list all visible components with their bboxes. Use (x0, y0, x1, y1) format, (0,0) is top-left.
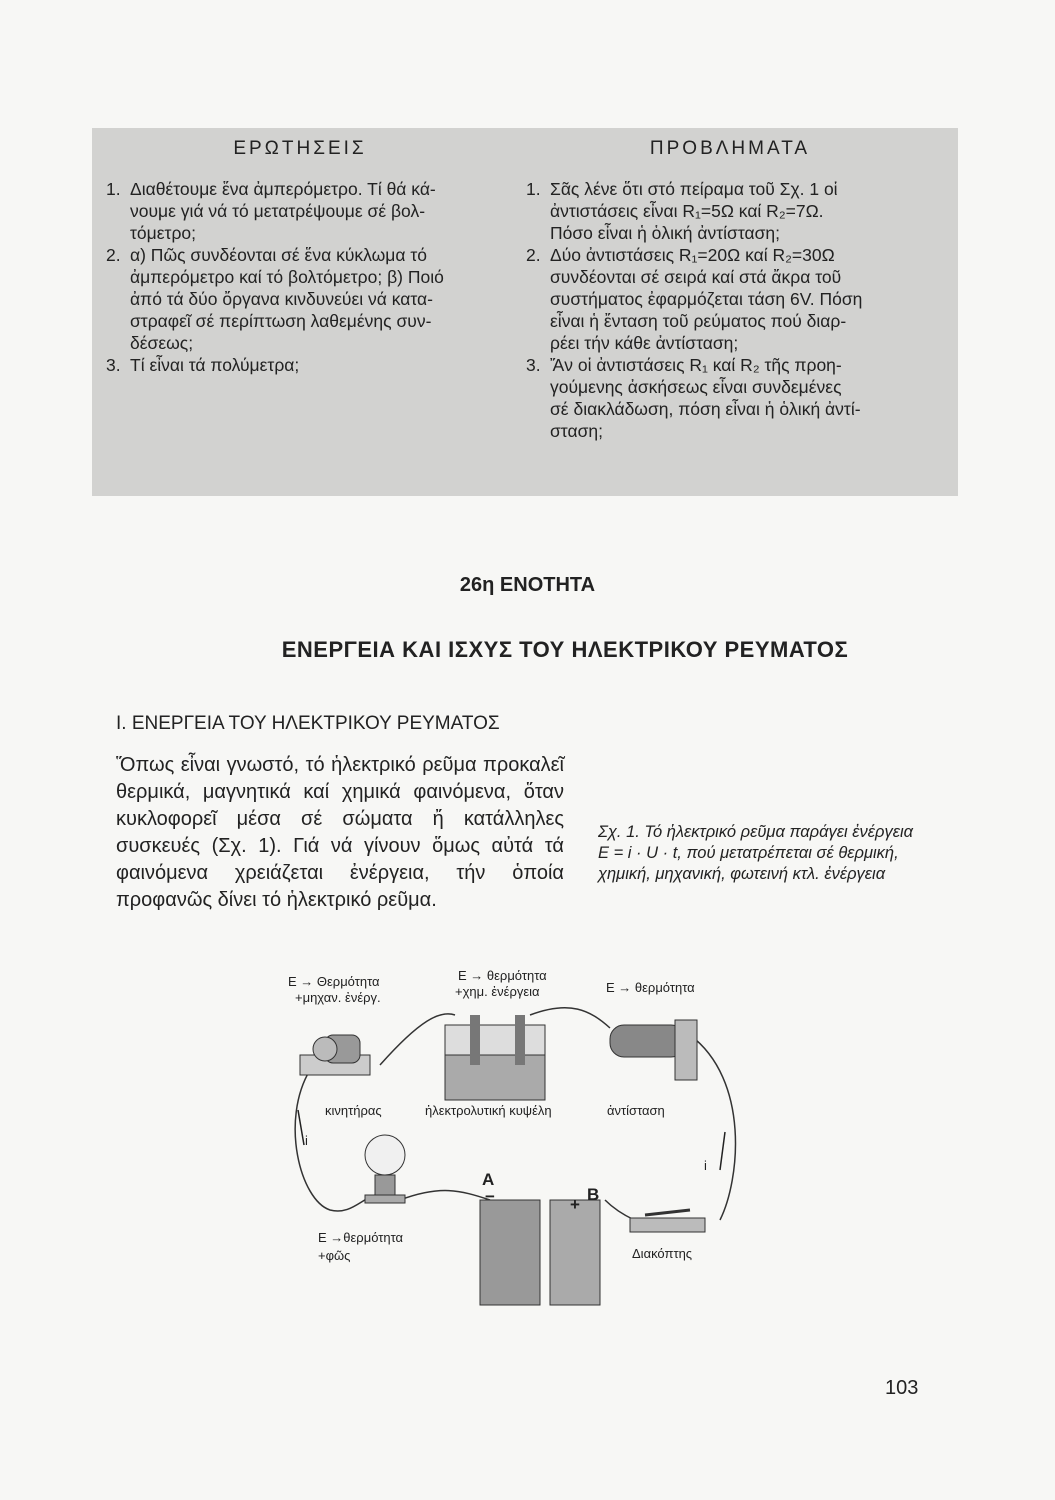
problem-line: γούμενης ἀσκήσεως εἶναι συνδεμένες (550, 377, 842, 397)
problem-line: Σᾶς λένε ὅτι στό πείραμα τοῦ Σχ. 1 οἱ (550, 179, 838, 199)
question-item (100, 244, 500, 354)
problem-line: ἀντιστάσεις εἶναι R₁=5Ω καί R₂=7Ω. (550, 201, 824, 221)
resistor-coil (610, 1020, 697, 1080)
question-item (100, 178, 500, 244)
cell-label: ἠλεκτρολυτική κυψέλη (425, 1103, 552, 1118)
problem-line: σταση; (550, 421, 603, 441)
questions-list (100, 178, 500, 376)
problem-item (520, 354, 940, 442)
question-line: νουμε γιά νά τό μετατρέψουμε σέ βολ- (130, 201, 426, 221)
problem-line: σέ διακλάδωση, πόση εἶναι ἡ ὁλική ἀντί- (550, 399, 861, 419)
switch (630, 1210, 705, 1232)
section-title: I. ΕΝΕΡΓΕΙΑ ΤΟΥ ΗΛΕΚΤΡΙΚΟΥ ΡΕΥΜΑΤΟΣ (116, 713, 500, 734)
point-a-minus: − (485, 1187, 495, 1206)
question-line: τόμετρο; (130, 223, 196, 243)
problem-number: 3. (526, 355, 541, 375)
page-number: 103 (885, 1377, 919, 1399)
point-b-label: B (587, 1185, 600, 1204)
question-line: Τί εἶναι τά πολύμετρα; (130, 355, 300, 375)
cell-energy-label: +χημ. ἐνέργεια (455, 984, 540, 999)
lamp-energy-label: Ε →θερμότητα (318, 1230, 404, 1245)
problem-item (520, 178, 940, 244)
chapter-title: ΕΝΕΡΓΕΙΑ ΚΑΙ ΙΣΧΥΣ ΤΟΥ ΗΛΕΚΤΡΙΚΟΥ ΡΕΥΜΑΤΟΣ (281, 637, 849, 662)
problem-item (520, 244, 940, 354)
motor (300, 1035, 370, 1075)
question-item (100, 354, 500, 376)
questions-title: ΕΡΩΤΗΣΕΙΣ (233, 138, 367, 159)
motor-energy-label: Ε → Θερμότητα (288, 974, 380, 989)
problem-line: ρέει τήν κάθε ἀντίσταση; (550, 333, 739, 353)
circuit-wire (400, 1191, 490, 1200)
current-arrow-right (720, 1132, 725, 1170)
unit-title: 26η ΕΝΟΤΗΤΑ (459, 574, 596, 596)
switch-label: Διακόπτης (632, 1246, 693, 1261)
question-number: 1. (106, 179, 121, 199)
battery (480, 1200, 600, 1305)
problem-number: 1. (526, 179, 541, 199)
circuit-wire (380, 1014, 455, 1065)
current-left-label: i (305, 1133, 308, 1148)
problems-column (520, 138, 940, 442)
question-line: ἀπό τά δύο ὄργανα κινδυνεύει νά κατα- (130, 289, 433, 309)
resistor-label: ἀντίσταση (607, 1103, 665, 1118)
problem-line: Ἄν οἱ ἀντιστάσεις R₁ καί R₂ τῆς προη- (550, 355, 842, 375)
question-line: Διαθέτουμε ἕνα ἀμπερόμετρο. Τί θά κά- (130, 179, 436, 199)
question-line: ἀμπερόμετρο καί τό βολτόμετρο; β) Ποιό (130, 267, 444, 287)
problem-line: συστήματος ἐφαρμόζεται τάση 6V. Πόση (550, 289, 863, 309)
question-number: 3. (106, 355, 121, 375)
question-number: 2. (106, 245, 121, 265)
problem-line: Πόσο εἶναι ἡ ὁλική ἀντίσταση; (550, 223, 781, 243)
point-a-label: A (482, 1170, 495, 1189)
figure-caption: Σχ. 1. Τό ἡλεκτρικό ρεῦμα παράγει ἐνέργεια E = i · U · t, πού μετατρέπεται σέ θερμική, χημική, μηχανική, φωτεινή κτλ. ἐνέργεια (598, 823, 914, 883)
question-line: α) Πῶς συνδέονται σέ ἕνα κύκλωμα τό (130, 245, 428, 265)
problem-number: 2. (526, 245, 541, 265)
problem-line: εἶναι ἡ ἔνταση τοῦ ρεύματος πού διαρ- (550, 311, 847, 331)
motor-label: κινητήρας (325, 1103, 382, 1118)
problem-line: Δύο ἀντιστάσεις R₁=20Ω καί R₂=30Ω (550, 245, 835, 265)
point-b-plus: + (570, 1195, 580, 1214)
question-line: στραφεῖ σέ περίπτωση λαθεμένης συν- (130, 311, 432, 331)
problem-line: συνδέονται σέ σειρά καί στά ἄκρα τοῦ (550, 267, 842, 287)
questions-column (100, 138, 500, 376)
motor-energy-label: +μηχαν. ἐνέργ. (295, 990, 381, 1005)
problems-title: ΠΡΟΒΛΗΜΑΤΑ (649, 138, 811, 159)
lamp (365, 1135, 405, 1203)
circuit-diagram (280, 960, 750, 1310)
cell-energy-label: Ε → θερμότητα (458, 968, 547, 983)
lamp-energy-label: +φῶς (318, 1248, 351, 1263)
current-right-label: i (704, 1158, 707, 1173)
current-arrow-left (298, 1110, 304, 1145)
body-paragraph: Ὅπως εἶναι γνωστό, τό ἡλεκτρικό ρεῦμα προκαλεῖ θερμικά, μαγνητικά καί χημικά φαινόμενα, ὅταν κυκλοφορεῖ μέσα σέ σώματα ἤ κατάλληλες συσκευές (Σχ. 1). Γιά νά γίνουν ὅμως αὐτά τά φαινόμενα χρειάζεται ἐνέργεια, τήν ὁποία προφανῶς δίνει τό ἡλεκτρικό ρεῦμα. (116, 754, 564, 911)
problems-list (520, 178, 940, 442)
question-line: δέσεως; (130, 333, 194, 353)
electrolytic-cell (445, 1015, 545, 1100)
resistor-energy-label: Ε → θερμότητα (606, 980, 695, 995)
